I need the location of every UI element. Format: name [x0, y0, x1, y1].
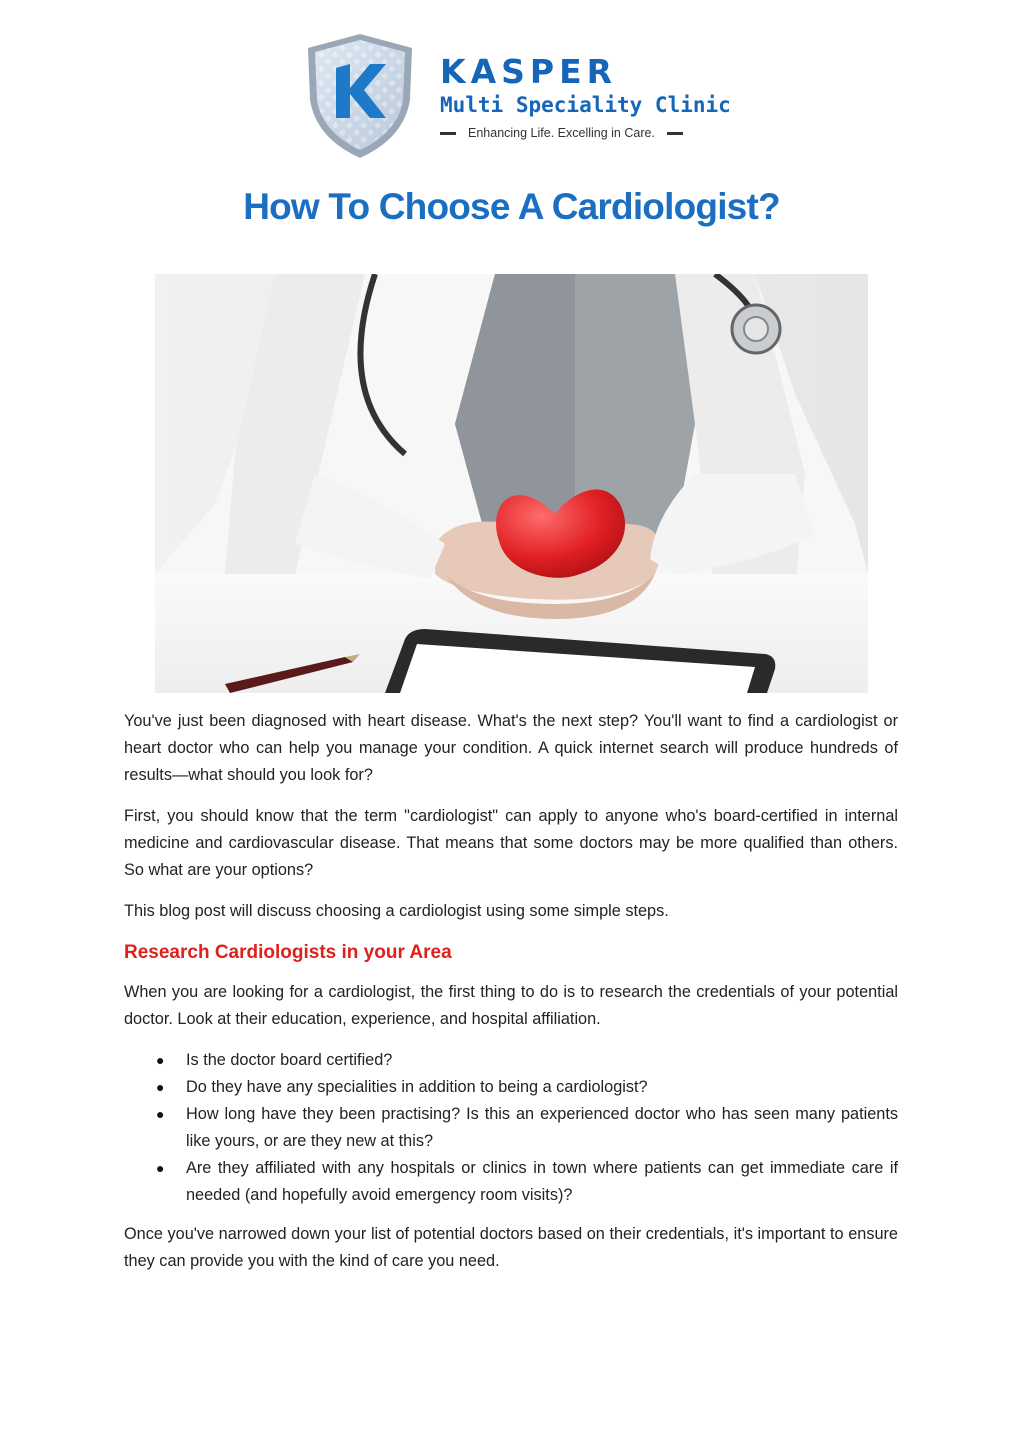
list-item-text: Are they affiliated with any hospitals or clinics in town where patients can get immediate care if needed (and hopefully avoid emergency room visits)?	[186, 1159, 898, 1204]
list-item-text: Do they have any specialities in addition to being a cardiologist?	[186, 1078, 648, 1096]
intro-paragraph-2: First, you should know that the term "cardiologist" can apply to anyone who's board-certified in internal medicine and cardiovascular disease. That means that some doctors may be more qualified than others. So what are your options?	[124, 807, 898, 879]
bullet-icon: ●	[156, 1160, 165, 1176]
brand-tagline-row	[440, 126, 683, 140]
doctor-holding-heart-photo	[155, 274, 868, 693]
section-intro: When you are looking for a cardiologist, the first thing to do is to research the credentials of your potential doctor. Look at their education, experience, and hospital affiliation.	[124, 983, 898, 1028]
section-heading: Research Cardiologists in your Area	[124, 942, 452, 963]
shield-logo-icon	[300, 30, 420, 160]
intro-paragraph-1: You've just been diagnosed with heart disease. What's the next step? You'll want to find a cardiologist or heart doctor who can help you manage your condition. A quick internet search will produce hundreds of results—what should you look for?	[124, 712, 898, 784]
list-item-text: Is the doctor board certified?	[186, 1051, 393, 1069]
article-body	[124, 708, 898, 1289]
intro-paragraph-3: This blog post will discuss choosing a cardiologist using some simple steps.	[124, 902, 669, 920]
tagline-dash-left	[440, 132, 456, 135]
brand-subtitle: Multi Speciality Clinic	[440, 93, 731, 117]
list-item	[156, 1074, 898, 1101]
bullet-icon: ●	[156, 1106, 165, 1122]
list-item	[156, 1155, 898, 1209]
bullet-icon: ●	[156, 1052, 165, 1068]
brand-tagline: Enhancing Life. Excelling in Care.	[468, 126, 655, 140]
clinic-logo	[300, 30, 731, 160]
list-item-text: How long have they been practising? Is this an experienced doctor who has seen many patients like yours, or are they new at this?	[186, 1105, 898, 1150]
credentials-list	[124, 1047, 898, 1209]
tagline-dash-right	[667, 132, 683, 135]
page-title: How To Choose A Cardiologist?	[243, 186, 780, 227]
bullet-icon: ●	[156, 1079, 165, 1095]
list-item	[156, 1047, 898, 1074]
closing-paragraph: Once you've narrowed down your list of potential doctors based on their credentials, it's important to ensure they can provide you with the kind of care you need.	[124, 1225, 898, 1270]
brand-name: KASPER	[440, 52, 618, 91]
list-item	[156, 1101, 898, 1155]
